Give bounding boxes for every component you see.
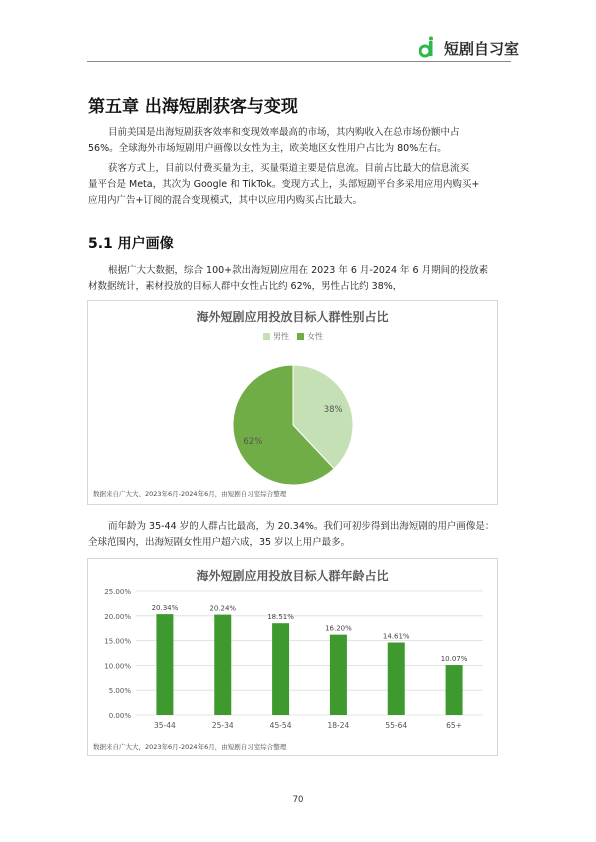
bar-value-label: 10.07% [440, 655, 468, 664]
x-tick-label: 18-24 [327, 721, 350, 730]
paragraph-line: 56%。全球海外市场短剧用户画像以女性为主，欧美地区女性用户占比为 80%左右。 [88, 143, 447, 154]
paragraph-line: 获客方式上，目前以付费买量为主，买量渠道主要是信息流。目前占比最大的信息流买 [108, 163, 470, 174]
age-bar-figure [87, 558, 498, 756]
bar-value-label: 16.20% [325, 624, 352, 633]
x-tick-label: 55-64 [385, 721, 408, 730]
pie-slice-label: 38% [323, 405, 343, 416]
figure-source: 数据来自广大大、2023年6月-2024年6月，由短剧自习室综合整理 [93, 490, 287, 498]
figure-title: 海外短剧应用投放目标人群性别占比 [196, 310, 389, 324]
bar [330, 635, 347, 715]
section-title: 5.1 用户画像 [88, 236, 174, 252]
pie-slice-label: 62% [243, 436, 263, 447]
y-tick-label: 15.00% [104, 637, 131, 646]
bar-value-label: 18.51% [267, 613, 294, 622]
paragraph-line: 而年龄为 35-44 岁的人群占比最高，为 20.34%。我们可初步得到出海短剧的用户画像是： [108, 521, 495, 532]
page-number: 70 [292, 795, 304, 805]
y-tick-label: 0.00% [108, 712, 131, 720]
paragraph-line: 应用内广告+订阅的混合变现模式，其中以应用内购买占比最大。 [88, 195, 362, 206]
y-tick-label: 25.00% [104, 588, 131, 596]
pie-chart [88, 339, 497, 489]
gender-pie-figure [87, 300, 498, 505]
paragraph-line: 根据广大大数据，综合 100+款出海短剧应用在 2023 年 6 月-2024 年 6 月期间的投放素 [108, 265, 489, 276]
bar [214, 615, 231, 715]
paragraph-line: 量平台是 Meta，其次为 Google 和 TikTok。变现方式上，头部短剧平台多采用应用内购买+ [88, 179, 480, 190]
bar-value-label: 20.24% [209, 604, 237, 613]
x-tick-label: 65+ [446, 721, 462, 730]
x-tick-label: 25-34 [211, 721, 234, 730]
bar [388, 643, 405, 715]
y-tick-label: 20.00% [104, 612, 131, 621]
y-tick-label: 5.00% [108, 687, 131, 696]
paragraph-line: 全球范围内，出海短剧女性用户超六成，35 岁以上用户最多。 [88, 537, 351, 548]
header-divider [87, 61, 511, 62]
x-tick-label: 45-54 [269, 721, 292, 730]
paragraph-line: 目前美国是出海短剧获客效率和变现效率最高的市场，其内购收入在总市场份额中占 [108, 127, 460, 138]
brand-logo [419, 36, 519, 60]
y-tick-label: 10.00% [104, 662, 131, 671]
x-tick-label: 35-44 [154, 721, 176, 730]
legend-label-female: 女性 [307, 332, 323, 341]
bar-value-label: 14.61% [382, 632, 410, 641]
bar [446, 665, 463, 715]
bar [156, 614, 173, 715]
bar-chart [88, 585, 497, 745]
figure-source: 数据来自广大大，2023年6月-2024年6月，由短剧自习室综合整理 [93, 743, 287, 751]
bar [272, 623, 289, 715]
paragraph-line: 材数据统计，素材投放的目标人群中女性占比约 62%，男性占比约 38%， [88, 281, 403, 292]
figure-title: 海外短剧应用投放目标人群年龄占比 [196, 569, 389, 583]
bar-value-label: 20.34% [151, 604, 179, 613]
legend-label-male: 男性 [273, 332, 289, 341]
chapter-title: 第五章 出海短剧获客与变现 [88, 97, 298, 117]
logo-text: 短剧自习室 [444, 39, 520, 58]
logo-icon [419, 36, 441, 60]
